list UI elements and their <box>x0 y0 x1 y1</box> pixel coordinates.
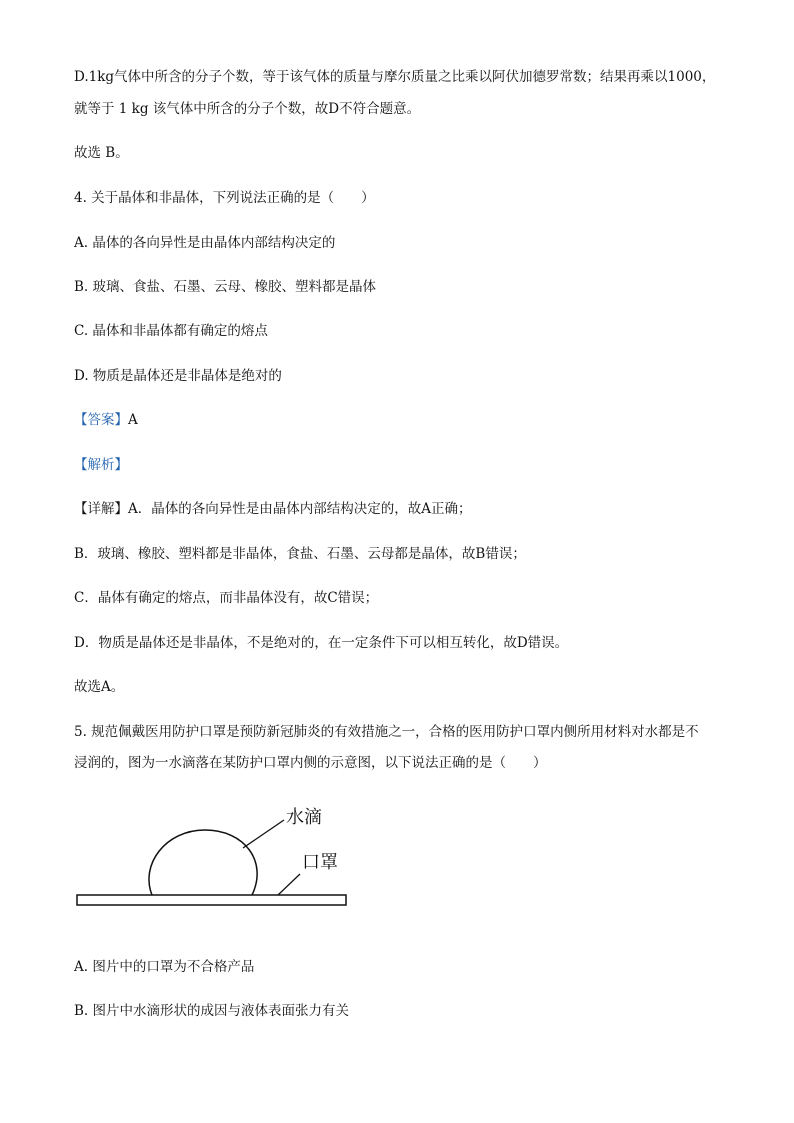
question-4-option-c: C. 晶体和非晶体都有确定的熔点 <box>74 323 268 339</box>
text-line: 就等于 1 kg 该气体中所含的分子个数，故D不符合题意。 <box>74 101 421 117</box>
water-drop-figure <box>70 800 360 915</box>
water-drop-leader-line <box>243 820 284 848</box>
question-4-option-d: D. 物质是晶体还是非晶体是绝对的 <box>74 368 282 384</box>
mask-label: 口罩 <box>302 852 338 873</box>
detail-a-text: A．晶体的各向异性是由晶体内部结构决定的，故A正确； <box>128 501 472 517</box>
question-4-option-a: A. 晶体的各向异性是由晶体内部结构决定的 <box>74 235 336 251</box>
detail-line-c: C．晶体有确定的熔点，而非晶体没有，故C错误； <box>74 590 379 606</box>
question-5-stem-1: 5. 规范佩戴医用防护口罩是预防新冠肺炎的有效措施之一，合格的医用防护口罩内侧所用材料对水都是不 <box>74 724 699 740</box>
water-drop-shape <box>149 830 257 895</box>
mask-leader-line <box>278 874 300 895</box>
detail-choose: 故选A。 <box>74 679 125 695</box>
detail-line-d: D．物质是晶体还是非晶体，不是绝对的，在一定条件下可以相互转化，故D错误。 <box>74 635 569 651</box>
question-4-option-b: B. 玻璃、食盐、石墨、云母、橡胶、塑料都是晶体 <box>74 279 377 295</box>
answer-label: 【答案】 <box>74 412 128 428</box>
text-line: 故选 B。 <box>74 145 129 161</box>
water-drop-label: 水滴 <box>286 807 322 828</box>
question-4-stem: 4. 关于晶体和非晶体，下列说法正确的是（ ） <box>74 190 375 206</box>
detail-line-b: B．玻璃、橡胶、塑料都是非晶体，食盐、石墨、云母都是晶体，故B错误； <box>74 546 526 562</box>
detail-label: 【详解】 <box>74 501 128 517</box>
answer-value: A <box>128 412 138 428</box>
text-line: D.1kg气体中所含的分子个数，等于该气体的质量与摩尔质量之比乘以阿伏加德罗常数；结果再乘以1000， <box>74 69 716 85</box>
question-5-option-b: B. 图片中水滴形状的成因与液体表面张力有关 <box>74 1003 350 1019</box>
detail-line-a <box>74 500 472 518</box>
analysis-label: 【解析】 <box>74 457 128 473</box>
answer-line <box>74 411 138 429</box>
question-5-stem-2: 浸润的，图为一水滴落在某防护口罩内侧的示意图，以下说法正确的是（ ） <box>74 755 547 771</box>
question-5-option-a: A. 图片中的口罩为不合格产品 <box>74 959 255 975</box>
mask-surface <box>77 895 346 905</box>
